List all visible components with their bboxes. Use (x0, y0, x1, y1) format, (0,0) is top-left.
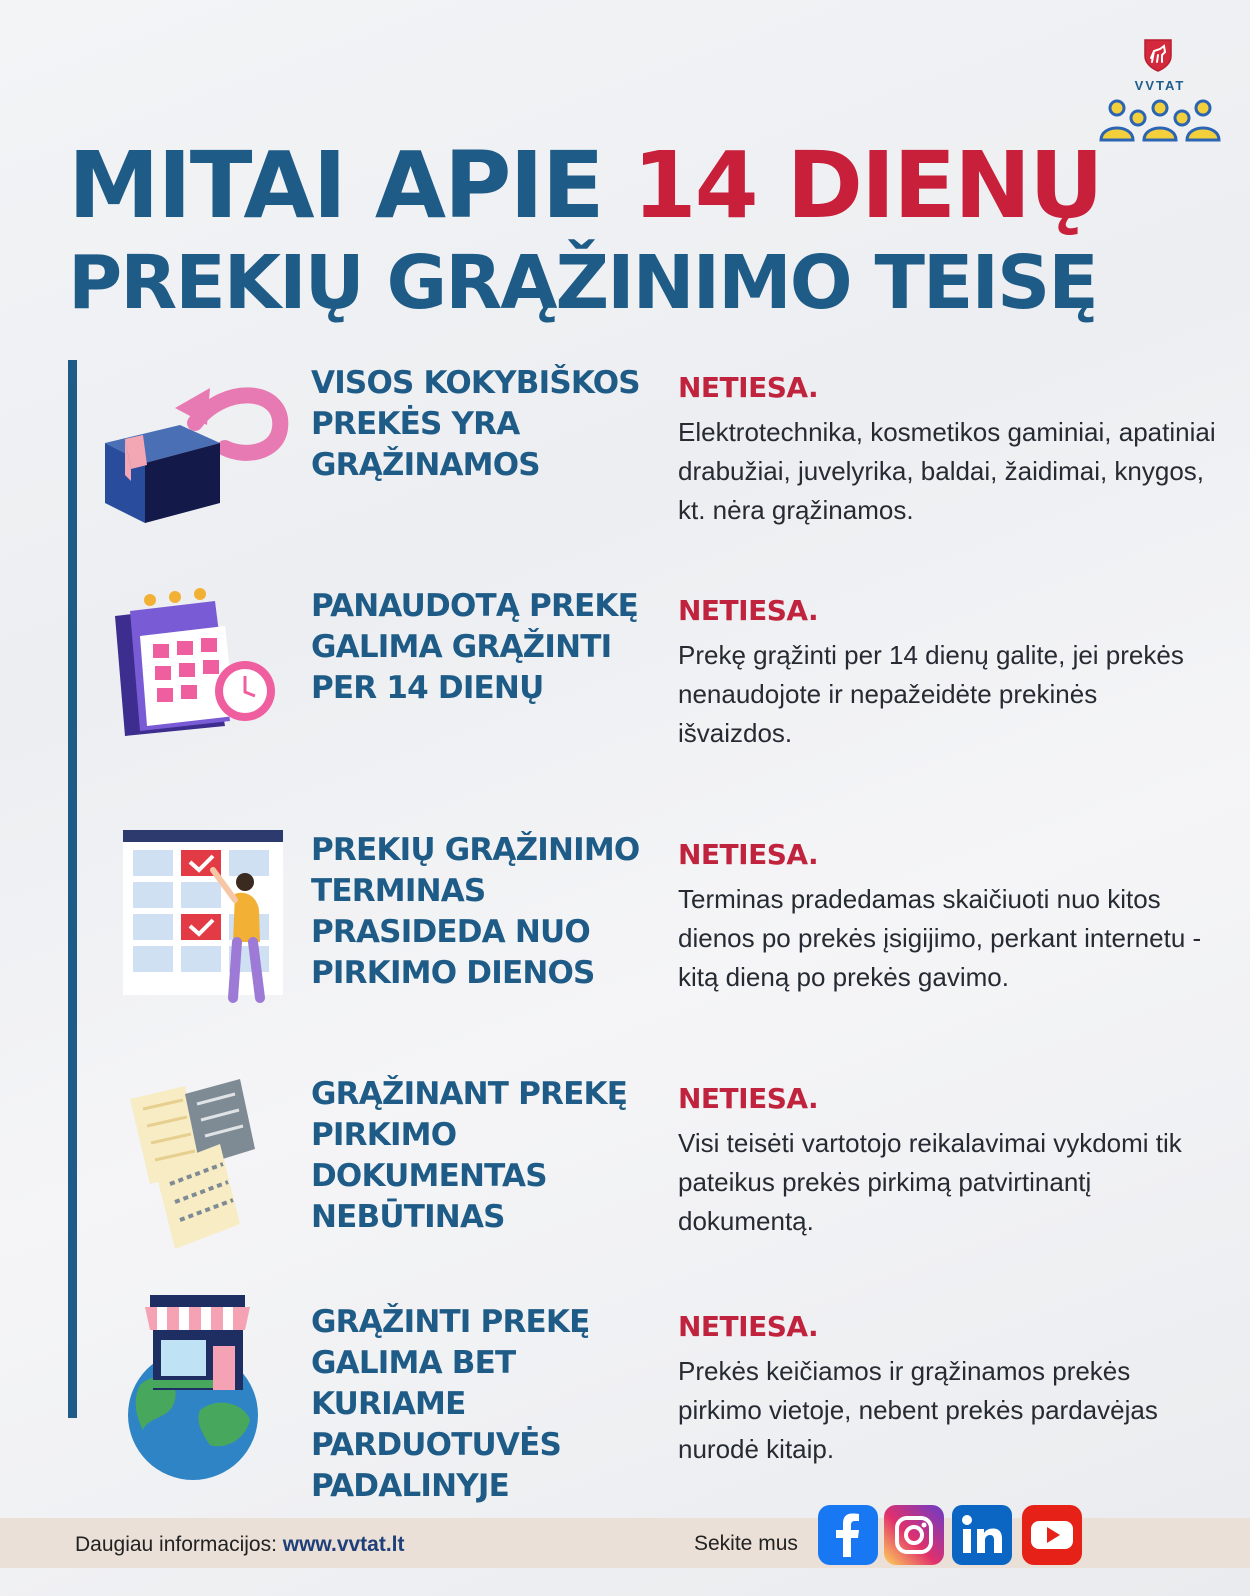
people-icon (1097, 94, 1223, 144)
myth-item (0, 363, 1250, 563)
more-info (75, 1533, 405, 1557)
myth-verdict: NETIESA. (678, 838, 819, 871)
title-line-2: PREKIŲ GRĄŽINIMO TEISĘ (68, 240, 1097, 326)
myth-claim: PANAUDOTĄ PREKĘ GALIMA GRĄŽINTI PER 14 DIENŲ (311, 588, 639, 706)
more-info-label: Daugiau informacijos: (75, 1533, 283, 1556)
myth-verdict: NETIESA. (678, 594, 819, 627)
myth-claim: VISOS KOKYBIŠKOS PREKĖS YRA GRĄŽINAMOS (311, 365, 640, 483)
myth-item (0, 586, 1250, 786)
vvtat-logo (1095, 38, 1225, 143)
box-return-icon (95, 363, 295, 543)
myth-item (0, 830, 1250, 1030)
myth-item (0, 1074, 1250, 1274)
calendar-clock-icon (95, 586, 295, 766)
myth-claim: GRĄŽINANT PREKĘ PIRKIMO DOKUMENTAS NEBŪTINAS (311, 1076, 628, 1235)
myth-claim: PREKIŲ GRĄŽINIMO TERMINAS PRASIDEDA NUO PIRKIMO DIENOS (311, 832, 640, 991)
receipts-icon (95, 1074, 295, 1254)
coat-of-arms-icon (1143, 38, 1173, 72)
title-line-1 (68, 132, 1102, 239)
myth-claim: GRĄŽINTI PREKĘ GALIMA BET KURIAME PARDUOTUVĖS PADALINYJE (311, 1304, 590, 1504)
myth-verdict: NETIESA. (678, 1082, 819, 1115)
myth-explanation: Visi teisėti vartotojo reikalavimai vykdomi tik pateikus prekės pirkimą patvirtinantį dokumentą. (678, 1128, 1182, 1236)
logo-label: VVTAT (1134, 78, 1186, 93)
myth-explanation: Elektrotechnika, kosmetikos gaminiai, apatiniai drabužiai, juvelyrika, baldai, žaidimai, knygos, kt. nėra grąžinamos. (678, 417, 1216, 525)
myth-explanation: Terminas pradedamas skaičiuoti nuo kitos dienos po prekės įsigijimo, perkant internetu - kitą dieną po prekės gavimo. (678, 884, 1202, 992)
myth-item (0, 1302, 1250, 1502)
title-prefix: MITAI APIE (68, 132, 633, 239)
facebook-icon[interactable] (818, 1505, 878, 1565)
calendar-person-icon (95, 830, 295, 1010)
website-link[interactable]: www.vvtat.lt (282, 1533, 405, 1556)
linkedin-icon[interactable] (952, 1505, 1012, 1565)
page-title (68, 132, 1102, 326)
instagram-icon[interactable] (884, 1505, 944, 1565)
title-accent: 14 DIENŲ (632, 132, 1102, 239)
myth-explanation: Prekės keičiamos ir grąžinamos prekės pirkimo vietoje, nebent prekės pardavėjas nurodė kitaip. (678, 1356, 1158, 1464)
myth-verdict: NETIESA. (678, 1310, 819, 1343)
youtube-icon[interactable] (1022, 1505, 1082, 1565)
myth-verdict: NETIESA. (678, 371, 819, 404)
store-globe-icon (95, 1290, 295, 1485)
follow-label: Sekite mus (694, 1532, 798, 1555)
myth-explanation: Prekę grąžinti per 14 dienų galite, jei prekės nenaudojote ir nepažeidėte prekinės išvaizdos. (678, 640, 1184, 748)
